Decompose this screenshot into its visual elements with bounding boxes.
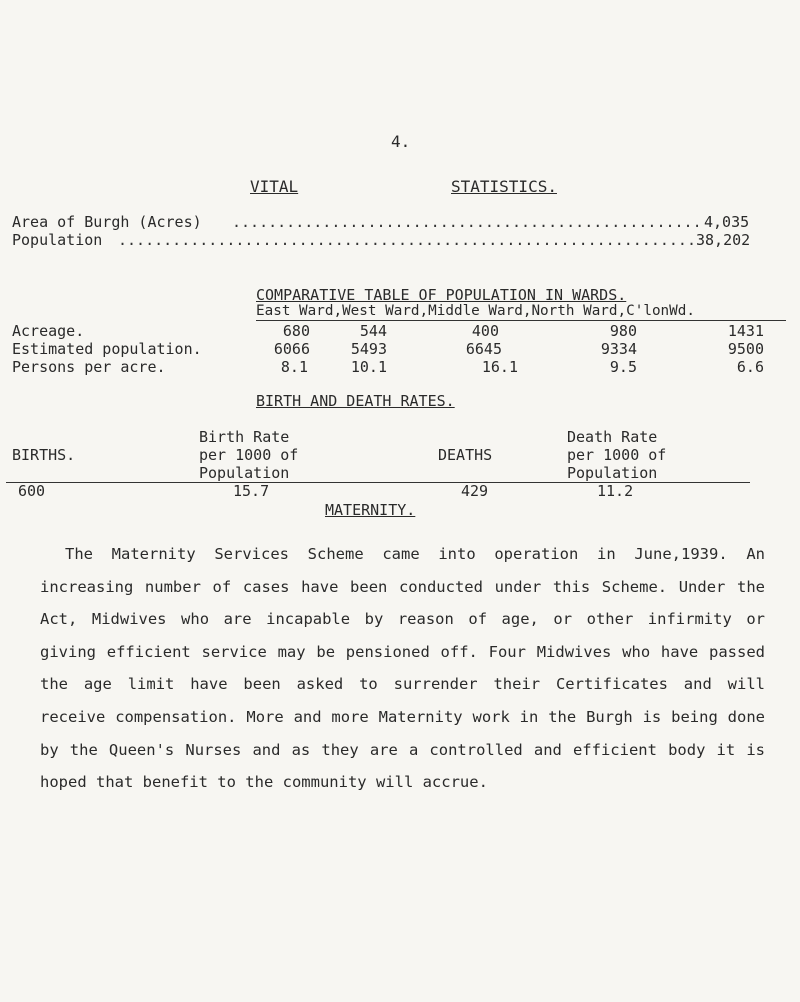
cell-acreage-east: 680 — [282, 322, 310, 340]
cell-pop-west: 5493 — [350, 340, 387, 358]
header-birth-rate-line1: Birth Rate — [199, 428, 290, 446]
cell-density-north: 9.5 — [609, 358, 637, 376]
summary-area-leader — [232, 213, 698, 231]
cell-deaths: 429 — [461, 482, 489, 500]
header-birth-rate-line2: per 1000 of — [199, 446, 299, 464]
summary-population-value: 38,202 — [696, 231, 751, 249]
cell-acreage-north: 980 — [609, 322, 637, 340]
maternity-paragraph — [40, 538, 765, 799]
summary-area-value: 4,035 — [704, 213, 750, 231]
summary-population-leader — [118, 231, 698, 249]
wards-header-rule — [256, 320, 786, 321]
cell-acreage-middle: 400 — [471, 322, 499, 340]
cell-pop-middle: 6645 — [465, 340, 502, 358]
header-death-rate-line3: Population — [567, 464, 658, 482]
header-births: BIRTHS. — [12, 446, 76, 464]
cell-density-middle: 16.1 — [481, 358, 518, 376]
cell-birth-rate: 15.7 — [233, 482, 270, 500]
row-label-acreage: Acreage. — [12, 322, 85, 340]
cell-pop-north: 9334 — [600, 340, 637, 358]
header-death-rate-line1: Death Rate — [567, 428, 658, 446]
page-title-right: STATISTICS. — [451, 177, 557, 196]
cell-acreage-west: 544 — [359, 322, 387, 340]
page-title-left: VITAL — [250, 177, 299, 196]
header-death-rate-line2: per 1000 of — [567, 446, 667, 464]
wards-table-title: COMPARATIVE TABLE OF POPULATION IN WARDS. — [256, 286, 627, 304]
header-birth-rate-line3: Population — [199, 464, 290, 482]
rates-header-rule — [6, 482, 750, 483]
rates-table-title: BIRTH AND DEATH RATES. — [256, 392, 455, 410]
cell-density-east: 8.1 — [280, 358, 308, 376]
row-label-density: Persons per acre. — [12, 358, 166, 376]
wards-table-headers: East Ward,West Ward,Middle Ward,North Ward,C'lonWd. — [256, 303, 695, 319]
row-label-population: Estimated population. — [12, 340, 202, 358]
cell-density-clon: 6.6 — [736, 358, 764, 376]
maternity-title: MATERNITY. — [325, 501, 416, 519]
summary-area-label: Area of Burgh (Acres) — [12, 213, 202, 231]
summary-population-label: Population — [12, 231, 103, 249]
maternity-paragraph-text: The Maternity Services Scheme came into operation in June,1939. An increasing number of cases have been conducted under this Scheme. Under the Act, Midwives who are incapable by reason of age, or other infirmity or giving efficient service may be pensioned off. Four Midwives who have passed the age limit have been asked to surrender their Certificates and will receive compensation. More and more Maternity work in the Burgh is being done by the Queen's Nurses and as they are a controlled and efficient body it is hoped that benefit to the community will accrue. — [40, 545, 765, 792]
cell-death-rate: 11.2 — [597, 482, 634, 500]
cell-pop-east: 6066 — [273, 340, 310, 358]
cell-acreage-clon: 1431 — [727, 322, 764, 340]
page-number: 4. — [391, 132, 411, 151]
cell-births: 600 — [18, 482, 46, 500]
header-deaths: DEATHS — [438, 446, 493, 464]
cell-pop-clon: 9500 — [727, 340, 764, 358]
cell-density-west: 10.1 — [350, 358, 387, 376]
